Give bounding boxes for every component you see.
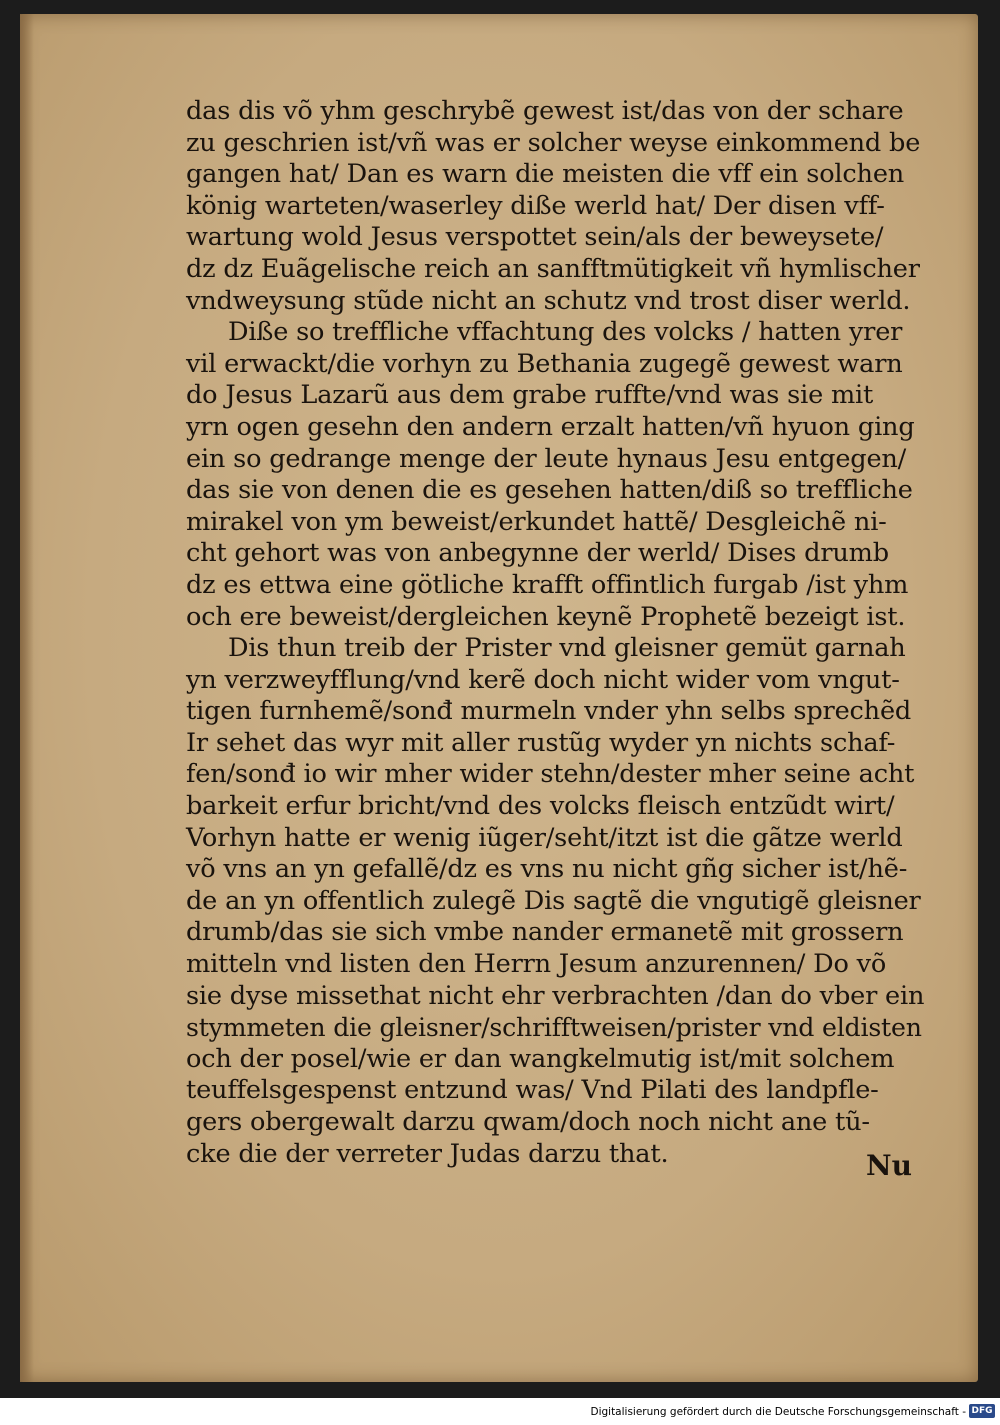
text-line: gangen hat/ Dan es warn die meisten die vff ein solchen: [186, 159, 905, 190]
text-line: zu geschrien ist/vñ was er solcher weyse einkommend be: [186, 127, 921, 158]
text-line: cht gehort was von anbegynne der werld/ Dises drumb: [186, 538, 889, 569]
text-line: och der posel/wie er dan wangkelmutig ist/mit solchem: [186, 1043, 895, 1074]
page-text-block: [186, 96, 926, 1170]
text-line: könig warteten/waserley diße werld hat/ Der disen vff-: [186, 190, 885, 221]
text-line: yn verzweyfflung/vnd kerẽ doch nicht wider vom vngut-: [186, 664, 900, 695]
text-line: vil erwackt/die vorhyn zu Bethania zugegẽ gewest warn: [186, 348, 903, 379]
text-line: cke die der verreter Judas darzu that.: [186, 1138, 669, 1169]
text-line: yrn ogen gesehn den andern erzalt hatten/vñ hyuon ging: [186, 411, 915, 442]
text-line: barkeit erfur bricht/vnd des volcks fleisch entzũdt wirt/: [186, 791, 895, 822]
text-line: mirakel von ym beweist/erkundet hattẽ/ Desgleichẽ ni-: [186, 506, 887, 537]
paragraph-start-line: Diße so treffliche vffachtung des volcks / hatten yrer: [228, 317, 903, 348]
text-line: och ere beweist/dergleichen keynẽ Prophetẽ bezeigt ist.: [186, 601, 906, 632]
text-line: dz dz Euãgelische reich an sanfftmütigkeit vñ hymlischer: [186, 253, 920, 284]
text-line: das dis võ yhm geschrybẽ gewest ist/das von der schare: [186, 96, 904, 126]
footer-credit-text: Digitalisierung gefördert durch die Deutsche Forschungsgemeinschaft -: [590, 1406, 966, 1418]
text-line: wartung wold Jesus verspottet sein/als der beweysete/: [186, 222, 884, 253]
paragraph-start-line: Dis thun treib der Prister vnd gleisner gemüt garnah: [228, 633, 906, 664]
text-line: do Jesus Lazarũ aus dem grabe ruffte/vnd was sie mit: [186, 380, 874, 411]
catchword: Nu: [866, 1149, 912, 1182]
text-line: mitteln vnd listen den Herrn Jesum anzurennen/ Do võ: [186, 949, 887, 980]
page-gutter-shadow: [20, 14, 34, 1382]
text-line: ein so gedrange menge der leute hynaus Jesu entgegen/: [186, 443, 907, 474]
text-line: das sie von denen die es gesehen hatten/diß so treffliche: [186, 475, 913, 506]
text-line: stymmeten die gleisner/schrifftweisen/prister vnd eldisten: [186, 1013, 922, 1043]
dfg-logo-icon: DFG: [969, 1404, 995, 1418]
text-line: Vorhyn hatte er wenig iũger/seht/itzt ist die gãtze werld: [186, 822, 903, 853]
text-line: tigen furnhemẽ/sonđ murmeln vnder yhn selbs sprechẽd: [186, 696, 912, 727]
text-line: sie dyse missethat nicht ehr verbrachten /dan do vber ein: [186, 980, 925, 1011]
digitization-footer: [0, 1398, 1000, 1425]
text-line: fen/sonđ io wir mher wider stehn/dester mher seine acht: [186, 759, 915, 790]
text-line: teuffelsgespenst entzund was/ Vnd Pilati des landpfle-: [186, 1075, 879, 1106]
text-line: Ir sehet das wyr mit aller rustũg wyder yn nichts schaf-: [186, 727, 896, 758]
text-line: vndweysung stũde nicht an schutz vnd trost diser werld.: [186, 285, 911, 316]
text-line: gers obergewalt darzu qwam/doch noch nicht ane tũ-: [186, 1107, 870, 1137]
text-line: dz es ettwa eine götliche krafft offintlich furgab /ist yhm: [186, 569, 909, 600]
text-line: de an yn offentlich zulegẽ Dis sagtẽ die vngutigẽ gleisner: [186, 885, 921, 916]
text-line: drumb/das sie sich vmbe nander ermanetẽ mit grossern: [186, 917, 904, 948]
text-line: võ vns an yn gefallẽ/dz es vns nu nicht gñg sicher ist/hẽ-: [186, 854, 908, 885]
